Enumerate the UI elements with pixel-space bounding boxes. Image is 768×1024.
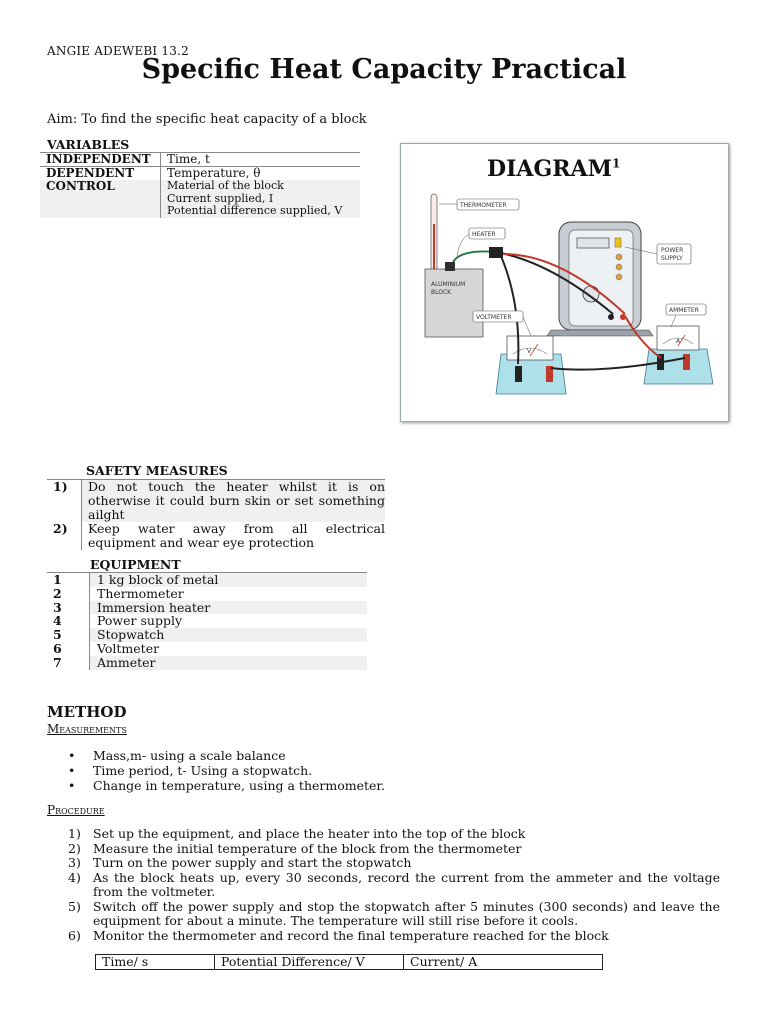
author-name: ANGIE ADEWEBI 13.2 bbox=[47, 44, 189, 58]
equipment-heading: EQUIPMENT bbox=[90, 557, 181, 572]
ammeter-symbol: A bbox=[676, 338, 681, 345]
power-supply-label-line1: POWER bbox=[661, 247, 684, 254]
list-item bbox=[68, 827, 720, 842]
variable-type: DEPENDENT bbox=[40, 167, 161, 181]
voltmeter-label: VOLTMETER bbox=[476, 314, 512, 321]
list-item bbox=[68, 856, 720, 871]
step-text: Switch off the power supply and stop the stopwatch after 5 minutes (300 seconds) and leave the equipment for about a minute. The temperature will still rise before it cools. bbox=[93, 898, 720, 928]
equipment-item bbox=[47, 642, 367, 656]
list-item bbox=[68, 763, 385, 778]
list-item bbox=[68, 842, 720, 857]
list-item bbox=[68, 871, 720, 900]
bullet-icon: • bbox=[68, 748, 76, 763]
procedure-heading: Procedure bbox=[47, 803, 105, 817]
measurement-text: Time period, t- Using a stopwatch. bbox=[93, 763, 313, 778]
power-supply-label-line2: SUPPLY bbox=[661, 255, 683, 262]
equipment-number: 2 bbox=[47, 587, 90, 601]
measurements-list bbox=[68, 748, 385, 793]
aluminium-block-icon bbox=[425, 262, 483, 337]
variables-table bbox=[40, 152, 360, 218]
step-number: 2) bbox=[68, 840, 81, 856]
results-table bbox=[95, 954, 603, 970]
equipment-number: 6 bbox=[47, 642, 90, 656]
equipment-number: 5 bbox=[47, 628, 90, 642]
page-title: Specific Heat Capacity Practical bbox=[141, 54, 627, 85]
safety-text: Keep water away from all electrical equipment and wear eye protection bbox=[88, 521, 385, 550]
diagram-title: DIAGRAM$^1$ bbox=[487, 156, 621, 182]
step-number: 4) bbox=[68, 869, 81, 885]
step-text: Turn on the power supply and start the stopwatch bbox=[93, 855, 412, 870]
variables-heading: VARIABLES bbox=[47, 137, 130, 152]
variable-type: CONTROL bbox=[40, 180, 161, 218]
safety-heading: SAFETY MEASURES bbox=[86, 463, 228, 478]
procedure-list bbox=[68, 827, 720, 943]
equipment-item bbox=[47, 573, 367, 587]
equipment-text: Immersion heater bbox=[90, 601, 368, 615]
list-item bbox=[68, 778, 385, 793]
safety-table bbox=[47, 479, 385, 550]
equipment-item bbox=[47, 628, 367, 642]
footnote-mark: 1 bbox=[611, 156, 621, 171]
apparatus-diagram bbox=[400, 143, 729, 422]
safety-item bbox=[47, 480, 385, 523]
step-number: 3) bbox=[68, 855, 81, 870]
list-item bbox=[68, 900, 720, 929]
block-label-line2: BLOCK bbox=[431, 289, 452, 296]
voltmeter-symbol: V bbox=[527, 348, 532, 355]
equipment-text: Voltmeter bbox=[97, 640, 160, 656]
method-heading: METHOD bbox=[47, 703, 127, 721]
safety-item bbox=[47, 522, 385, 550]
table-header-row bbox=[96, 955, 603, 970]
variable-value: Temperature, θ bbox=[161, 167, 361, 181]
variables-row-control bbox=[40, 180, 360, 218]
control-item: Material of the block bbox=[167, 179, 284, 192]
column-header-current: Current/ A bbox=[404, 955, 603, 970]
variables-row-independent bbox=[40, 153, 360, 167]
equipment-number: 1 bbox=[47, 573, 90, 587]
list-item bbox=[68, 748, 385, 763]
equipment-text: 1 kg block of metal bbox=[90, 573, 368, 587]
heater-label: HEATER bbox=[472, 231, 496, 238]
step-number: 5) bbox=[68, 898, 81, 914]
variable-value bbox=[161, 180, 361, 218]
variable-value: Time, t bbox=[161, 153, 361, 167]
equipment-number: 7 bbox=[47, 656, 90, 670]
control-item: Potential difference supplied, V bbox=[167, 204, 343, 217]
apparatus-illustration bbox=[401, 144, 728, 421]
safety-number: 2) bbox=[47, 522, 82, 550]
bullet-icon: • bbox=[68, 763, 76, 778]
column-header-time: Time/ s bbox=[96, 955, 215, 970]
thermometer-icon bbox=[431, 194, 437, 274]
equipment-text: Stopwatch bbox=[90, 628, 368, 642]
equipment-number: 4 bbox=[47, 614, 90, 628]
equipment-number: 3 bbox=[47, 601, 90, 615]
measurement-text: Change in temperature, using a thermometer. bbox=[93, 778, 385, 793]
variables-row-dependent bbox=[40, 167, 360, 181]
thermometer-label: THERMOMETER bbox=[460, 202, 507, 209]
measurements-heading: Measurements bbox=[47, 722, 127, 736]
variable-type: INDEPENDENT bbox=[40, 153, 161, 167]
bullet-icon: • bbox=[68, 778, 76, 793]
equipment-item bbox=[47, 614, 367, 628]
step-text: Measure the initial temperature of the block from the thermometer bbox=[93, 840, 522, 856]
step-text: Set up the equipment, and place the heater into the top of the block bbox=[93, 826, 526, 841]
equipment-text: Thermometer bbox=[97, 585, 184, 601]
step-text: Monitor the thermometer and record the final temperature reached for the block bbox=[93, 927, 609, 943]
block-label-line1: ALUMINIUM bbox=[431, 281, 466, 288]
safety-text: Do not touch the heater whilst it is on otherwise it could burn skin or set something ailght bbox=[82, 480, 386, 523]
safety-number: 1) bbox=[47, 480, 82, 523]
equipment-item bbox=[47, 587, 367, 601]
equipment-text: Power supply bbox=[97, 613, 183, 629]
aim-statement: Aim: To find the specific heat capacity of a block bbox=[47, 112, 367, 127]
step-text: As the block heats up, every 30 seconds, record the current from the ammeter and the voltage from the voltmeter. bbox=[93, 869, 720, 899]
step-number: 6) bbox=[68, 927, 81, 943]
equipment-item bbox=[47, 601, 367, 615]
equipment-text: Ammeter bbox=[90, 656, 368, 670]
step-number: 1) bbox=[68, 826, 81, 841]
ammeter-label: AMMETER bbox=[669, 307, 699, 314]
column-header-potential-difference: Potential Difference/ V bbox=[215, 955, 404, 970]
ammeter-icon bbox=[644, 326, 713, 384]
list-item bbox=[68, 929, 720, 944]
equipment-item bbox=[47, 656, 367, 670]
measurement-text: Mass,m- using a scale balance bbox=[93, 748, 286, 763]
control-item: Current supplied, I bbox=[167, 191, 274, 205]
voltmeter-icon bbox=[496, 336, 566, 394]
equipment-table bbox=[47, 572, 367, 670]
